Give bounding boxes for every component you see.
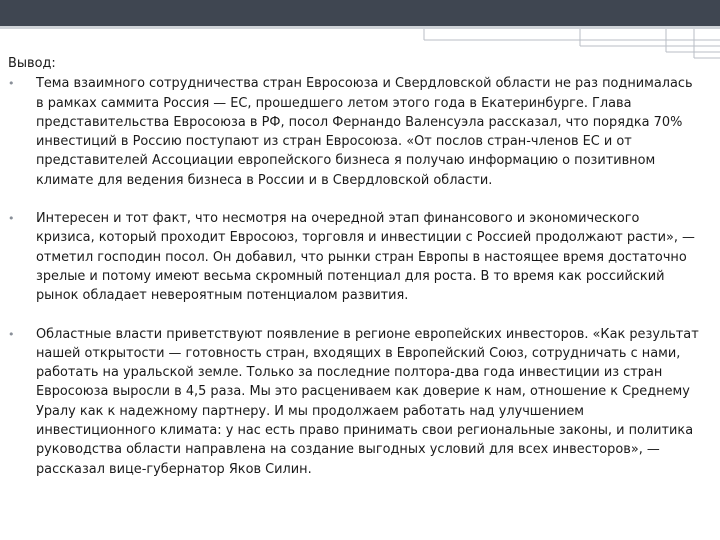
bullet-text-1: Тема взаимного сотрудничества стран Евросоюза и Свердловской области не раз поднималась в рамках саммита Россия — ЕС, прошедшего летом этого года в Екатеринбурге. Глава представительства Евросоюза в РФ, посол Фернандо Валенсуэла рассказал, что порядка 70% инвестиций в Россию поступают из стран Евросоюза. «От послов стран-членов ЕС и от представителей Ассоциации европейского бизнеса я получаю информацию о позитивном климате для ведения бизнеса в России и в Свердловской области. [36, 76, 693, 188]
bullet-item-2 [8, 209, 702, 305]
bullet-text-2: Интересен и тот факт, что несмотря на очередной этап финансового и экономического кризиса, который проходит Евросоюз, торговля и инвестиции с Россией продолжают расти», — отметил господин посол. Он добавил, что рынки стран Европы в настоящее время достаточно зрелые и потому имеют весьма скромный потенциал для роста. В то время как российский рынок обладает невероятным потенциалом развития. [36, 211, 695, 304]
bullet-dot-icon: • [8, 327, 15, 341]
bullet-dot-icon: • [8, 77, 15, 91]
bullet-item-1 [8, 74, 702, 190]
decorative-corner-lines [0, 0, 720, 60]
slide-heading: Вывод: [8, 56, 56, 71]
bullet-item-3 [8, 325, 702, 479]
slide-content [8, 54, 702, 479]
bullet-text-3: Областные власти приветствуют появление в регионе европейских инвесторов. «Как результат нашей открытости — готовность стран, входящих в Европейский Союз, сотрудничать с нами, работать на уральской земле. Только за последние полтора-два года инвестиции из стран Евросоюза выросли в 4,5 раза. Мы это расцениваем как доверие к нам, отношение к Среднему Уралу как к надежному партнеру. И мы продолжаем работать над улучшением инвестиционного климата: у нас есть право принимать свои региональные законы, и политика руководства области направлена на создание выгодных условий для всех инвесторов», — рассказал вице-губернатор Яков Силин. [36, 326, 699, 477]
bullet-dot-icon: • [8, 212, 15, 226]
